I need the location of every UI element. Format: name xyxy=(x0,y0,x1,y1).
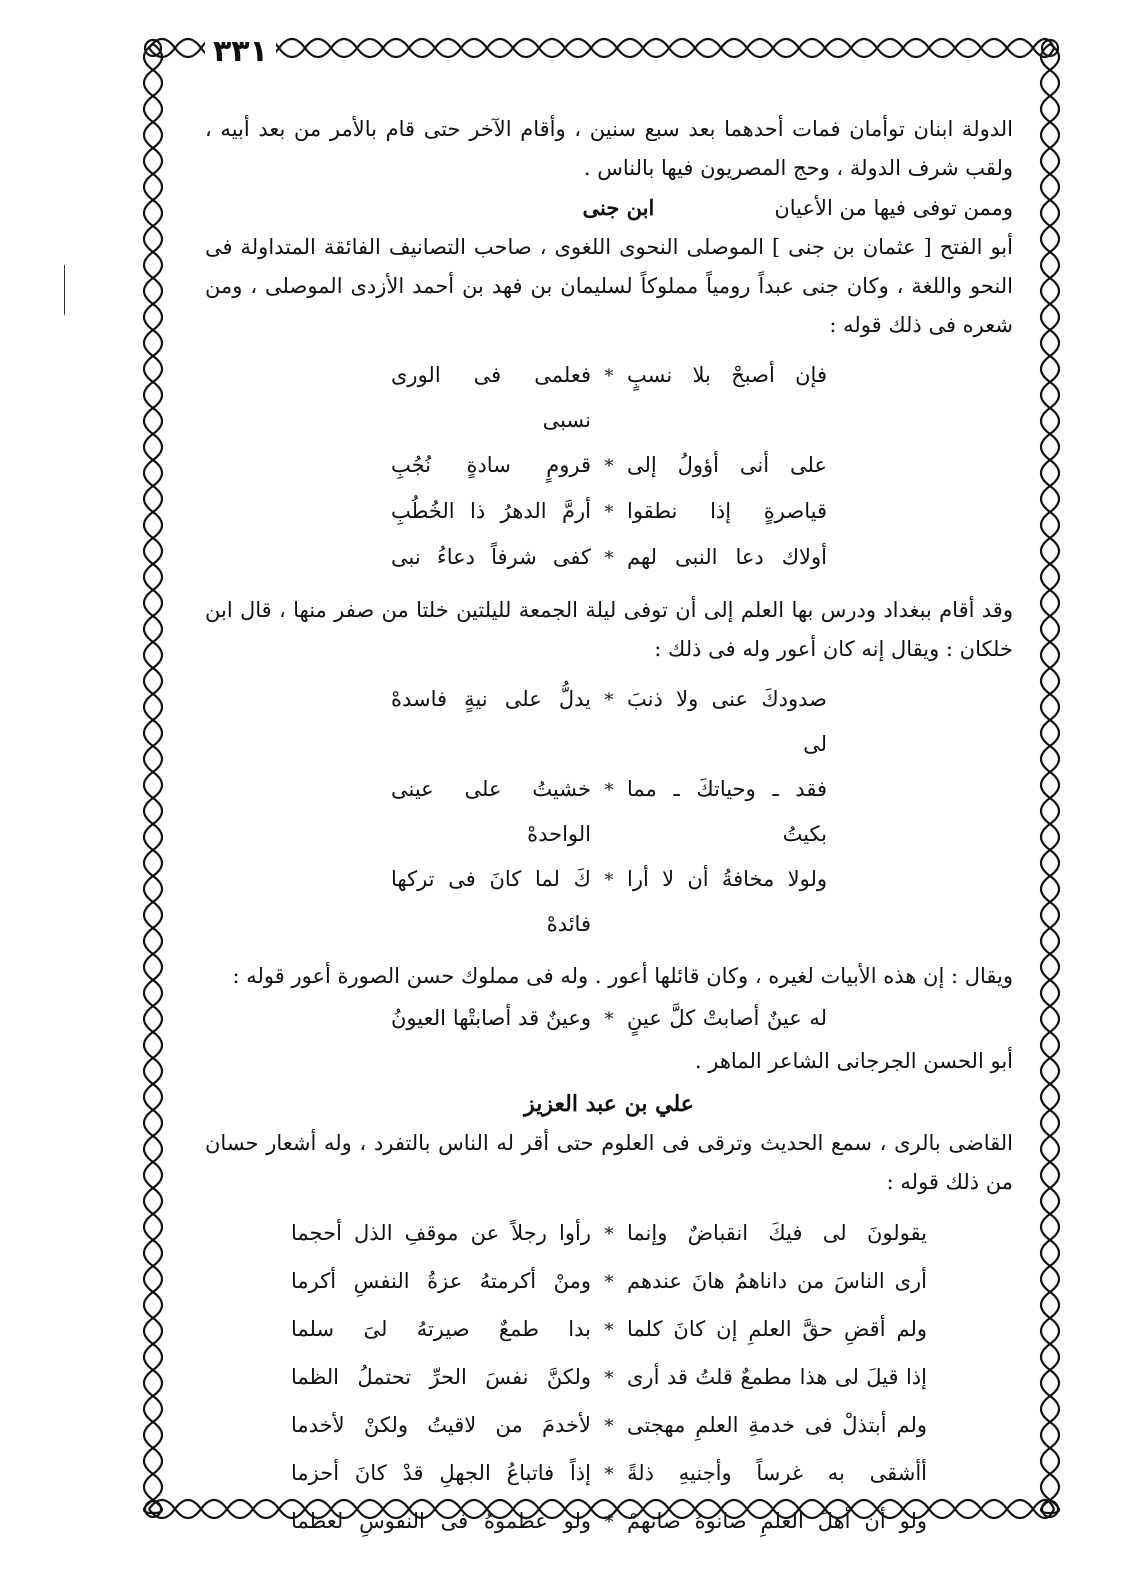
second-hemistich: ولكنَّ نفسَ الحرِّ تحتملُ الظما xyxy=(291,1365,591,1389)
first-hemistich: أرى الناسَ من داناهمُ هانَ عندهم xyxy=(627,1269,927,1293)
first-hemistich: يقولونَ لى فيكَ انقباضٌ وإنما xyxy=(627,1221,927,1245)
second-hemistich: يدلُّ على نيةٍ فاسدهْ xyxy=(391,687,591,711)
second-hemistich: ومنْ أكرمتهُ عزةُ النفسِ أكرما xyxy=(291,1269,591,1293)
poem-mamluk xyxy=(205,996,1013,1042)
verse-line xyxy=(205,1306,1013,1354)
first-hemistich: أولاك دعا النبى لهم xyxy=(627,545,827,569)
notables-line xyxy=(205,188,1013,228)
second-hemistich: إذاً فاتباعُ الجهلِ قدْ كانَ أحزما xyxy=(291,1461,591,1485)
hemistich-separator: * xyxy=(604,1464,614,1485)
hemistich-separator: * xyxy=(604,1272,614,1293)
verse-line xyxy=(205,996,1013,1042)
poem-dignity-of-knowledge xyxy=(205,1210,1013,1546)
verse-line xyxy=(205,1402,1013,1450)
notables-intro: وممن توفى فيها من الأعيان xyxy=(774,196,1013,220)
hemistich-separator: * xyxy=(604,1368,614,1389)
verse-line xyxy=(205,353,1013,443)
hemistich-separator: * xyxy=(604,870,614,891)
paragraph-dawla: الدولة ابنان توأمان فمات أحدهما بعد سبع سنين ، وأقام الآخر حتى قام بالأمر من بعد أبيه ، ولقب شرف الدولة ، وحج المصريون فيها بالناس . xyxy=(205,117,1013,180)
second-hemistich: أرمَّ الدهرُ ذا الخُطُبِ xyxy=(391,499,591,523)
hemistich-separator: * xyxy=(604,1009,614,1030)
first-hemistich: ولو أن أهلَ العلمِ صانوهُ صانهمْ xyxy=(627,1509,927,1533)
verse-line xyxy=(205,535,1013,581)
hemistich-separator: * xyxy=(604,690,614,711)
verse-line xyxy=(205,677,1013,767)
first-hemistich: ولولا مخافةُ أن لا أرا xyxy=(627,867,827,891)
hemistich-separator: * xyxy=(604,1224,614,1245)
second-hemistich: فعلمى فى الورى نسبى xyxy=(391,363,591,432)
verse-line xyxy=(205,489,1013,535)
first-hemistich: على أنى أؤولُ إلى xyxy=(627,453,827,477)
verse-line xyxy=(205,443,1013,489)
verse-line xyxy=(205,1210,1013,1258)
verse-line xyxy=(205,857,1013,947)
first-hemistich: فإن أصبحْ بلا نسبٍ xyxy=(627,363,827,387)
first-hemistich: قياصرةٍ إذا نطقوا xyxy=(627,499,827,523)
first-hemistich: صدودكَ عنى ولا ذنبَ لى xyxy=(627,687,827,756)
second-hemistich: لأخدمَ من لاقيتُ ولكنْ لأخدما xyxy=(291,1413,591,1437)
second-hemistich: قرومٍ سادةٍ نُجُبِ xyxy=(391,453,591,477)
second-hemistich: كَ لما كانَ فى تركها فائدهْ xyxy=(391,867,591,936)
hemistich-separator: * xyxy=(604,456,614,477)
verse-line xyxy=(205,1258,1013,1306)
first-hemistich: فقد ـ وحياتكَ ـ مما بكيتُ xyxy=(627,777,827,846)
second-hemistich: ولو عظموهُ فى النفوسِ لعظما xyxy=(291,1509,591,1533)
hemistich-separator: * xyxy=(604,1416,614,1437)
paragraph-ibn-jinni-death: وقد أقام ببغداد ودرس بها العلم إلى أن توفى ليلة الجمعة لليلتين خلتا من صفر منها ، قال ابن خلكان : ويقال إنه كان أعور وله فى ذلك : xyxy=(205,598,1013,661)
hemistich-separator: * xyxy=(604,502,614,523)
first-hemistich: ولم أبتذلْ فى خدمةِ العلمِ مهجتى xyxy=(627,1413,927,1437)
paragraph-ibn-jinni-bio: أبو الفتح [ عثمان بن جنى ] الموصلى النحوى اللغوى ، صاحب التصانيف الفائقة المتداولة فى النحو واللغة ، وكان جنى عبداً رومياً مملوكاً لسليمان بن فهد بن أحمد الأزدى الموصلى ، ومن شعره فى ذلك قوله : xyxy=(205,235,1013,337)
second-hemistich: وعينٌ قد أصابتْها العيونُ xyxy=(391,1006,591,1030)
first-hemistich: ولم أقضِ حقَّ العلمِ إن كانَ كلما xyxy=(627,1317,927,1341)
heading-ibn-jinni: ابن جنى xyxy=(582,195,655,220)
first-hemistich: أأشقى به غرساً وأجنيهِ ذلةً xyxy=(627,1461,927,1485)
hemistich-separator: * xyxy=(604,366,614,387)
page-number: ٣٣١ xyxy=(205,36,276,68)
second-hemistich: خشيتُ على عينى الواحدهْ xyxy=(391,777,591,846)
hemistich-separator: * xyxy=(604,1512,614,1533)
verse-line xyxy=(205,1498,1013,1546)
paragraph-qadi-bio: القاضى بالرى ، سمع الحديث وترقى فى العلوم حتى أقر له الناس بالتفرد ، وله أشعار حسان من ذلك قوله : xyxy=(205,1131,1013,1194)
poem-ibn-jinni-lineage xyxy=(205,353,1013,581)
second-hemistich: رأوا رجلاً عن موقفِ الذل أحجما xyxy=(291,1221,591,1245)
page-body xyxy=(205,110,1013,1556)
second-hemistich: كفى شرفاً دعاءُ نبى xyxy=(391,545,591,569)
verse-line xyxy=(205,767,1013,857)
hemistich-separator: * xyxy=(604,1320,614,1341)
paragraph-jurjani: أبو الحسن الجرجانى الشاعر الماهر . xyxy=(694,1049,1013,1073)
second-hemistich: بدا طمعٌ صيرتهُ لىَ سلما xyxy=(291,1317,591,1341)
hemistich-separator: * xyxy=(604,780,614,801)
verse-line xyxy=(205,1450,1013,1498)
first-hemistich: له عينٌ أصابتْ كلَّ عينٍ xyxy=(627,1006,827,1030)
first-hemistich: إذا قيلَ لى هذا مطمعٌ قلتُ قد أرى xyxy=(627,1365,927,1389)
heading-ali-ibn-abd-al-aziz: علي بن عبد العزيز xyxy=(524,1091,694,1117)
verse-line xyxy=(205,1354,1013,1402)
poem-one-eye xyxy=(205,677,1013,947)
paragraph-attribution: ويقال : إن هذه الأبيات لغيره ، وكان قائلها أعور . وله فى مملوك حسن الصورة أعور قوله : xyxy=(232,964,1013,988)
hemistich-separator: * xyxy=(604,548,614,569)
margin-pencil-mark xyxy=(64,265,65,315)
